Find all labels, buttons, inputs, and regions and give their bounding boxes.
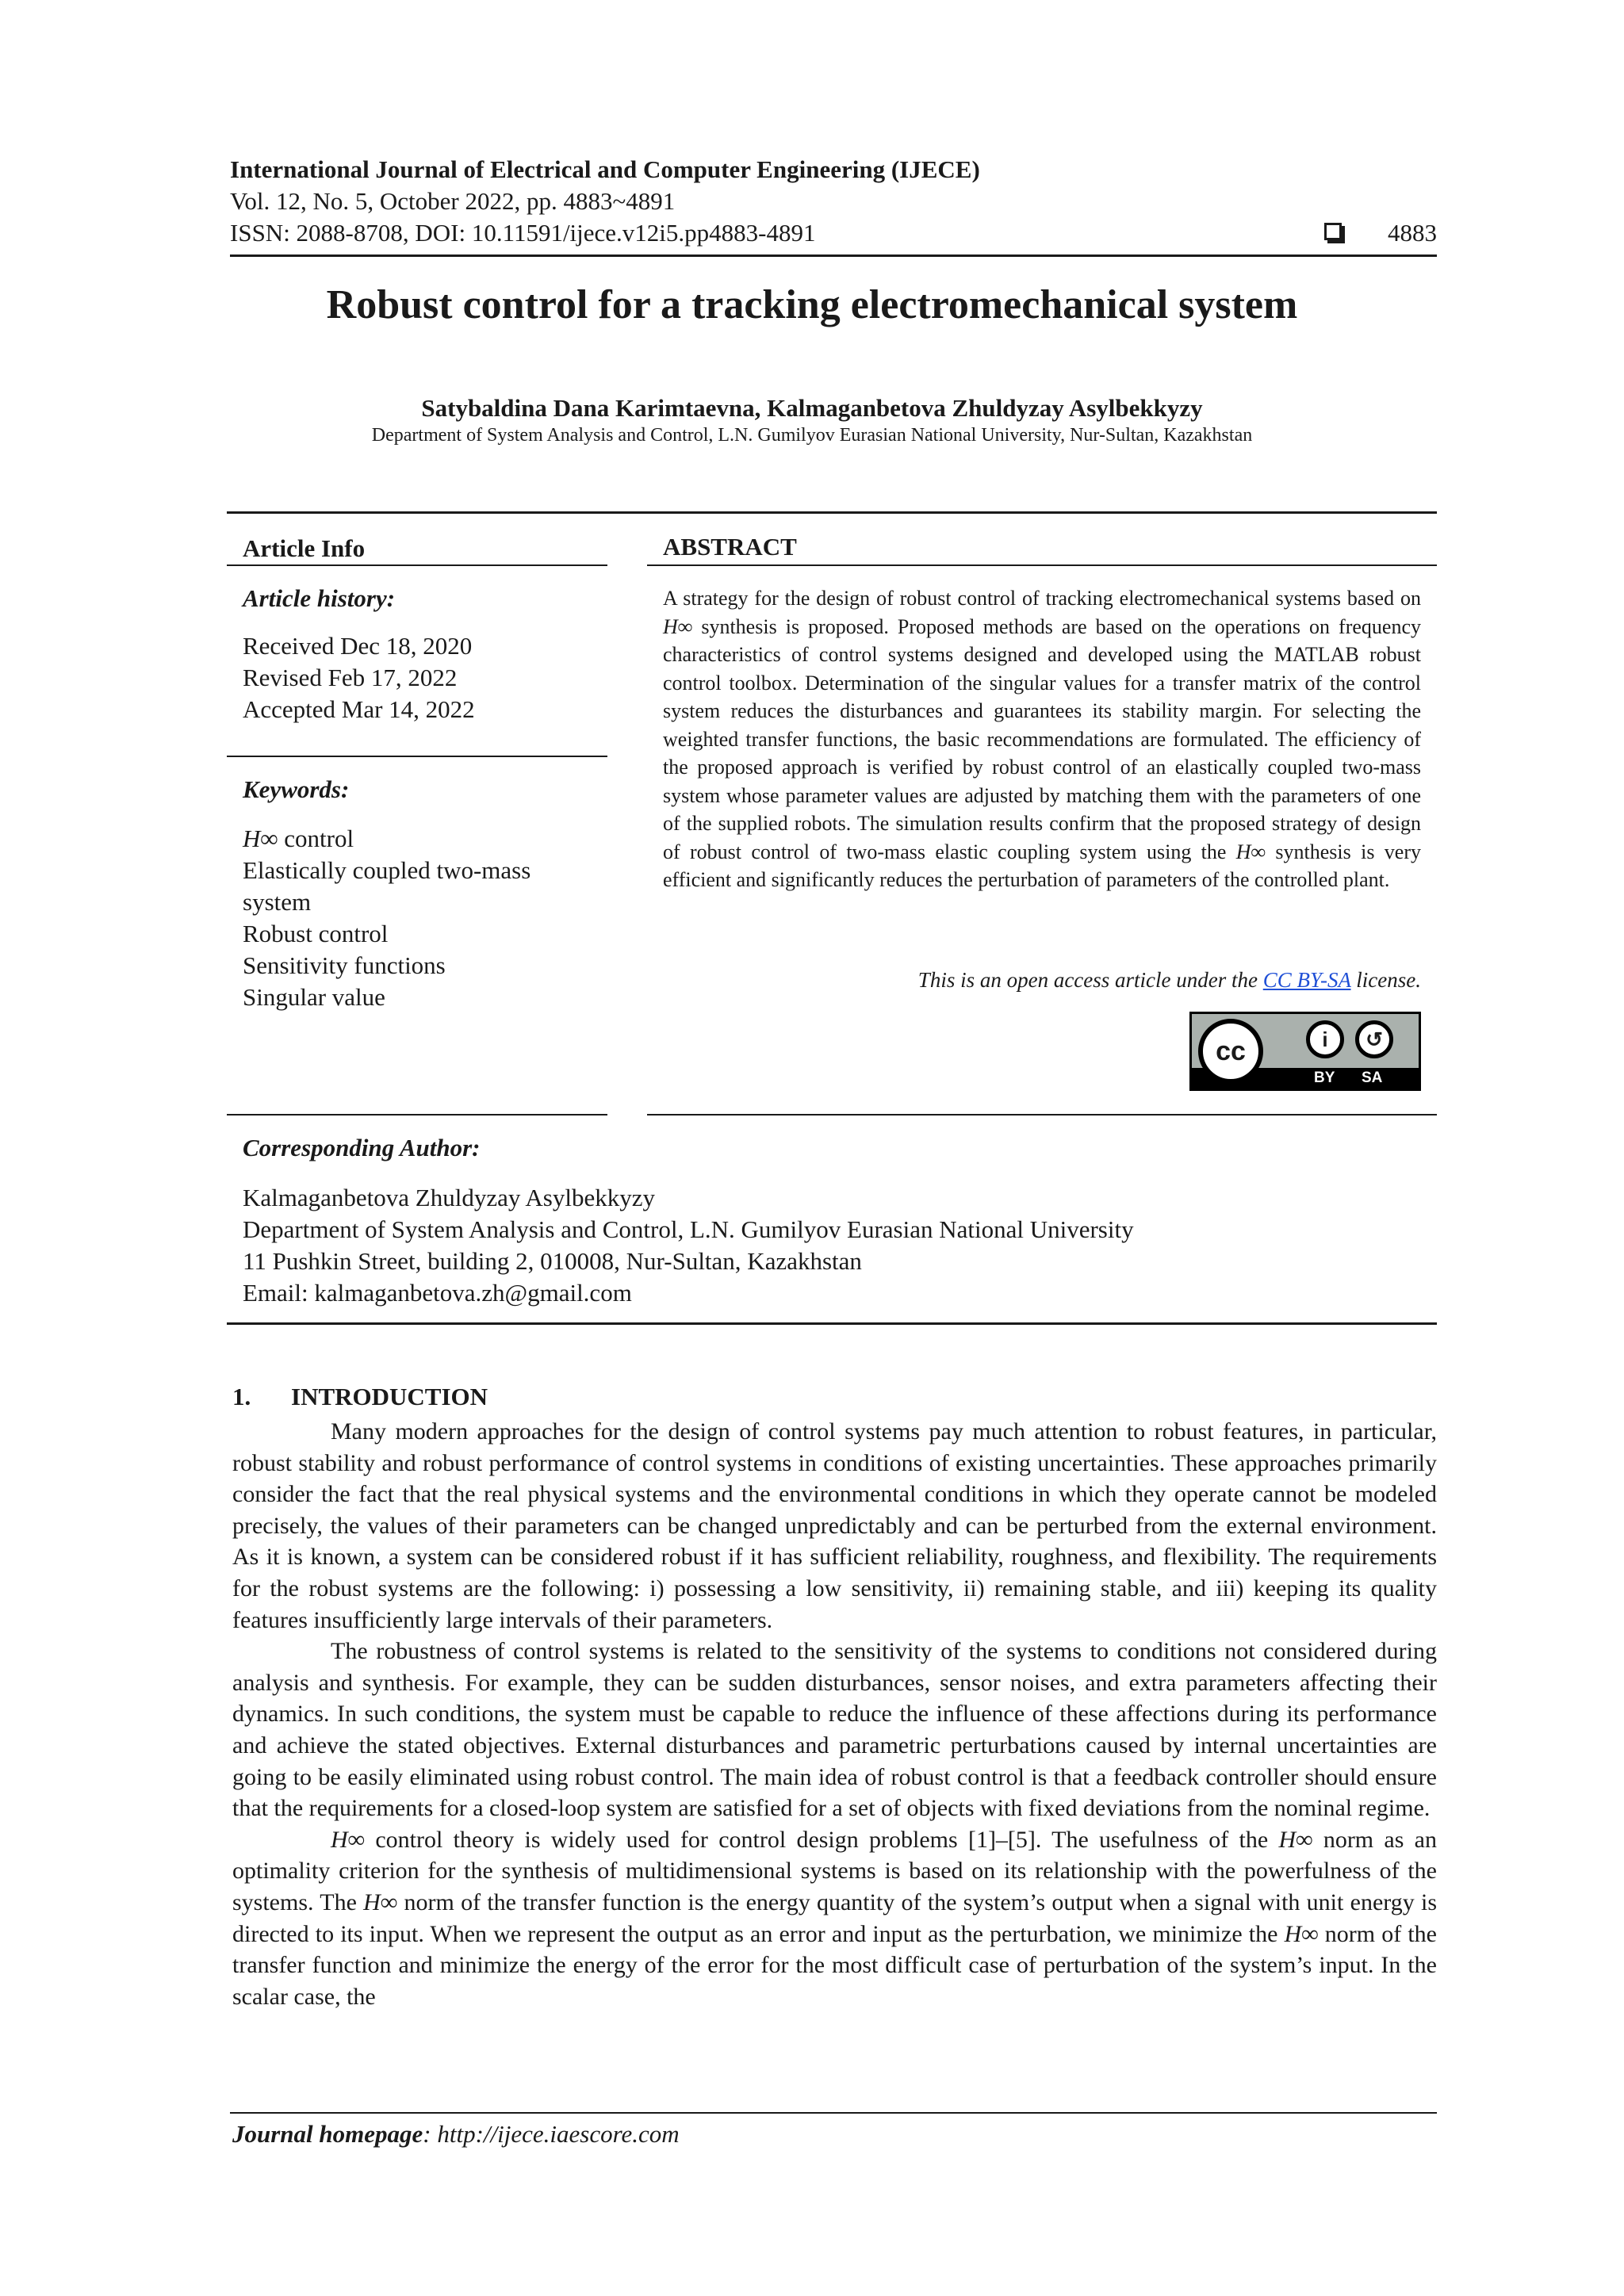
history-rule: [227, 756, 607, 757]
corresponding-department: Department of System Analysis and Control, L.N. Gumilyov Eurasian National University: [243, 1215, 1134, 1243]
journal-issn-doi: ISSN: 2088-8708, DOI: 10.11591/ijece.v12i5.pp4883-4891: [230, 219, 816, 247]
article-history-list: [243, 630, 607, 725]
keyword-item: Robust control: [243, 920, 389, 947]
corresponding-details: [243, 1182, 1432, 1309]
info-top-rule: [227, 511, 1437, 514]
hinf-symbol: H∞: [363, 1888, 398, 1915]
article-info-heading: Article Info: [243, 534, 366, 562]
person-attribution-icon: i: [1306, 1020, 1344, 1058]
header-rule: [230, 254, 1437, 257]
corresponding-name: Kalmaganbetova Zhuldyzay Asylbekkyzy: [243, 1184, 655, 1211]
keyword-item: Sensitivity functions: [243, 951, 446, 979]
article-history-heading: Article history:: [243, 584, 396, 612]
keyword-item: Elastically coupled two-mass: [243, 856, 531, 884]
corresponding-heading: Corresponding Author:: [243, 1134, 481, 1161]
article-info-rule: [227, 564, 607, 566]
abstract-heading: ABSTRACT: [663, 533, 797, 561]
history-received: Received Dec 18, 2020: [243, 632, 473, 660]
hinf-symbol: H∞: [663, 614, 693, 638]
hinf-symbol: H∞: [331, 1826, 366, 1853]
hinf-symbol: H∞: [1278, 1826, 1313, 1853]
keyword-item: Singular value: [243, 983, 385, 1011]
share-alike-icon: ↺: [1355, 1020, 1393, 1058]
keywords-heading: Keywords:: [243, 775, 350, 803]
info-bottom-rule: [227, 1322, 1437, 1325]
hinf-symbol: H∞: [243, 825, 278, 852]
by-label: BY: [1314, 1070, 1335, 1086]
abstract-rule: [647, 564, 1437, 566]
keywords-list: [243, 823, 607, 1013]
intro-paragraph-1: Many modern approaches for the design of control systems pay much attention to robust features, in particular, robust stability and robust performance of control systems in conditions of existing uncertainties. These approaches primarily consider the fact that the real physical systems and the environmental conditions in which they operate cannot be modeled precisely, the values of their parameters can be changed unpredictably and can be perturbed from the external environment. As it is known, a system can be considered robust if it has sufficient reliability, roughness, and flexibility. The requirements for the robust systems are the following: i) possessing a low sensitivity, ii) remaining stable, and iii) keeping its quality features insufficiently large intervals of their parameters.: [232, 1418, 1437, 1633]
paper-affiliation: Department of System Analysis and Control, L.N. Gumilyov Eurasian National University, Nur-Sultan, Kazakhstan: [371, 425, 1253, 446]
keyword-item: H∞ control: [243, 825, 354, 852]
intro-paragraph-3: H∞ control theory is widely used for control design problems [1]–[5]. The usefulness of the H∞ norm as an optimality criterion for the synthesis of multidimensional systems is based on its relationship with the powerfulness of the systems. The H∞ norm of the transfer function is the energy quantity of the system’s output when a signal with unit energy is directed to its input. When we represent the output as an error and input as the perturbation, we minimize the H∞ norm of the transfer function and minimize the energy of the error for the most difficult case of perturbation of the system’s input. In the scalar case, the: [232, 1826, 1438, 2010]
hinf-symbol: H∞: [1284, 1920, 1319, 1947]
history-revised: Revised Feb 17, 2022: [243, 664, 458, 691]
section-heading-introduction: 1. INTRODUCTION: [232, 1383, 488, 1410]
journal-homepage: Journal homepage: http://ijece.iaescore.com: [232, 2120, 680, 2148]
cc-logo-icon: cc: [1198, 1019, 1263, 1084]
paper-authors: Satybaldina Dana Karimtaevna, Kalmaganbetova Zhuldyzay Asylbekkyzy: [421, 394, 1203, 422]
abstract-text: A strategy for the design of robust control of tracking electromechanical systems based on H∞ synthesis is proposed. Proposed methods are based on the operations on frequency characteristics of control systems designed and developed using the MATLAB robust control toolbox. Determination of the singular values for a transfer matrix of the control system reduces the disturbances and guarantees its stability margin. For selecting the weighted transfer functions, the basic recommendations are formulated. The efficiency of the proposed approach is verified by robust control of an elastically coupled two-mass system whose parameter values are adjusted by matching them with the parameters of one of the supplied robots. The simulation results confirm that the proposed strategy of design of robust control of two-mass elastic coupling system using the H∞ synthesis is very efficient and significantly reduces the perturbation of parameters of the controlled plant.: [663, 587, 1421, 891]
history-accepted: Accepted Mar 14, 2022: [243, 695, 475, 723]
introduction-body: [232, 1416, 1437, 2012]
footer-rule: [230, 2112, 1437, 2114]
keyword-item: system: [243, 888, 312, 916]
corresponding-address: 11 Pushkin Street, building 2, 010008, Nur-Sultan, Kazakhstan: [243, 1247, 862, 1275]
license-link[interactable]: CC BY-SA: [1262, 968, 1351, 992]
homepage-url[interactable]: : http://ijece.iaescore.com: [423, 2120, 680, 2148]
journal-volume: Vol. 12, No. 5, October 2022, pp. 4883~4891: [230, 187, 676, 215]
abstract-bottom-rule: [647, 1114, 1437, 1115]
license-note: This is an open access article under the CC BY-SA license.: [917, 968, 1421, 992]
keywords-rule: [227, 1114, 607, 1115]
corresponding-email: Email: kalmaganbetova.zh@gmail.com: [243, 1279, 632, 1307]
intro-paragraph-2: The robustness of control systems is related to the sensitivity of the systems to conditions not considered during analysis and synthesis. For example, they can be sudden disturbances, sensor noises, and extra parameters affecting their dynamics. In such conditions, the system must be capable to reduce the influence of these affections during its performance and achieve the stated objectives. External disturbances and parametric perturbations caused by internal uncertainties are going to be easily eliminated using robust control. The main idea of robust control is that a feedback controller should ensure that the requirements for a closed-loop system are satisfied for a set of objects with fixed deviations from the nominal regime.: [232, 1638, 1437, 1822]
page-marker-icon: [1324, 223, 1342, 240]
journal-name: International Journal of Electrical and Computer Engineering (IJECE): [230, 155, 980, 183]
hinf-symbol: H∞: [1235, 840, 1266, 863]
sa-label: SA: [1362, 1070, 1383, 1086]
paper-title: Robust control for a tracking electromechanical system: [326, 282, 1298, 327]
page-number: 4883: [1388, 219, 1437, 247]
cc-by-sa-badge-icon[interactable]: [1189, 1012, 1421, 1091]
